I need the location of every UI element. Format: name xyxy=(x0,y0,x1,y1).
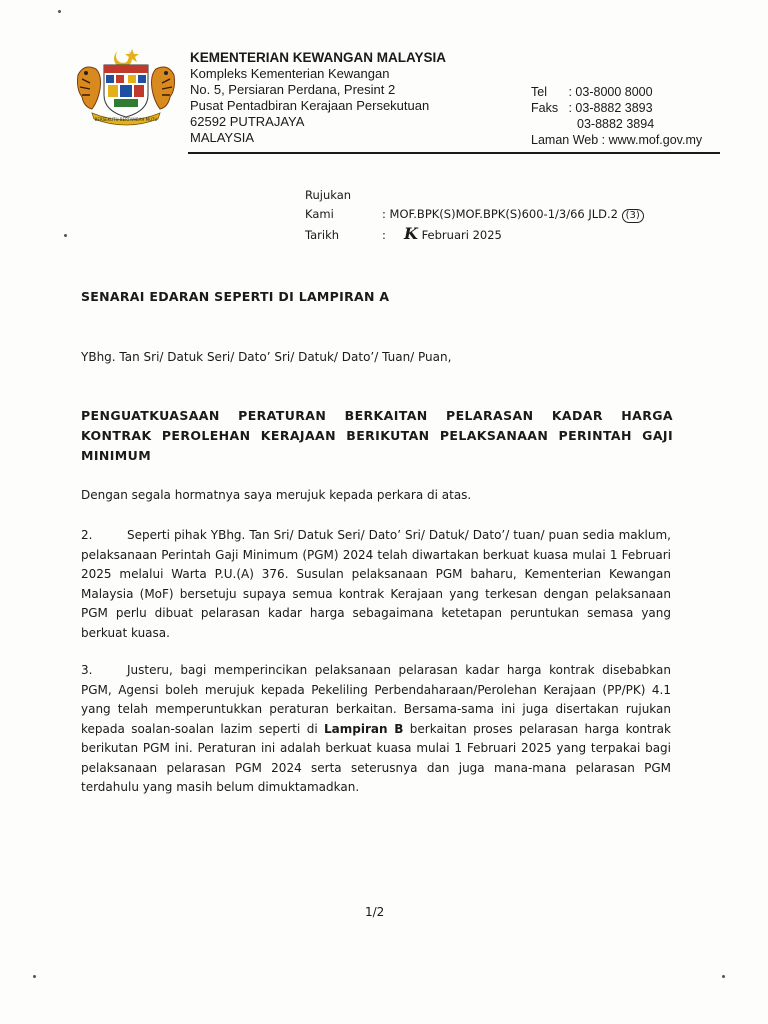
reference-row xyxy=(305,186,644,224)
contact-block xyxy=(531,84,702,148)
paragraph-text: Seperti pihak YBhg. Tan Sri/ Datuk Seri/ Dato’ Sri/ Datuk/ Dato’/ tuan/ puan sedia maklum, pelaksanaan Perintah Gaji Minimum (PGM) 2024 telah diwartakan berkuat kuasa mulai 1 Februari 2025 melalui Warta P.U.(A) 376. Susulan pelaksanaan PGM baharu, Kementerian Kewangan Malaysia (MoF) bersetuju supaya semua kontrak Kerajaan yang terkesan dengan pelaksanaan PGM perlu dibuat pelarasan kadar harga sebagaimana ketetapan peruntukan semasa yang berkuat kuasa. xyxy=(81,528,671,640)
scan-speck xyxy=(58,10,61,13)
svg-text:BERSEKUTU BERTAMBAH MUTU: BERSEKUTU BERTAMBAH MUTU xyxy=(94,117,158,122)
faks-label: Faks xyxy=(531,101,559,115)
address-line: 62592 PUTRAJAYA xyxy=(190,114,305,129)
coat-of-arms-logo xyxy=(70,45,182,127)
date-row xyxy=(305,224,644,245)
address-line: MALAYSIA xyxy=(190,130,255,145)
address-line: Kompleks Kementerian Kewangan xyxy=(190,66,390,81)
date-month-year: Februari 2025 xyxy=(421,228,502,242)
faks-value: : 03-8882 3893 xyxy=(568,101,653,115)
faks-row xyxy=(531,100,702,116)
date-colon: : xyxy=(382,228,386,242)
paragraph-text: Justeru, bagi memperincikan pelaksanaan pelarasan kadar harga kontrak disebabkan PGM, Agensi boleh merujuk kepada Pekeliling Perbendaharaan/Perolehan Kerajaan (PP/PK) 4.1 yang telah memperuntukkan peraturan berkaitan. Bersama-sama ini juga disertakan rujukan kepada soalan-soalan lazim seperti di xyxy=(81,663,671,736)
subject-title: PENGUATKUASAAN PERATURAN BERKAITAN PELARASAN KADAR HARGA KONTRAK PEROLEHAN KERAJAAN BERIKUTAN PELAKSANAAN PERINTAH GAJI MINIMUM xyxy=(81,408,673,463)
reference-block xyxy=(305,186,644,245)
paragraph-3 xyxy=(81,661,671,798)
scan-speck xyxy=(64,234,67,237)
paragraph-number: 3. xyxy=(81,663,93,677)
faks-value-2: 03-8882 3894 xyxy=(577,117,655,131)
tel-row xyxy=(531,84,702,100)
website: Laman Web : www.mof.gov.my xyxy=(531,133,703,147)
paragraph-2 xyxy=(81,526,671,643)
reference-value: : MOF.BPK(S)MOF.BPK(S)600-1/3/66 JLD.2 xyxy=(382,207,618,221)
distribution-heading: SENARAI EDARAN SEPERTI DI LAMPIRAN A xyxy=(81,289,390,304)
lampiran-b-reference: Lampiran B xyxy=(324,721,404,736)
org-address-block xyxy=(190,50,446,146)
date-handwritten-day: K xyxy=(404,224,418,243)
scan-speck xyxy=(722,975,725,978)
salutation: YBhg. Tan Sri/ Datuk Seri/ Dato’ Sri/ Datuk/ Dato’/ Tuan/ Puan, xyxy=(81,350,452,364)
org-name: KEMENTERIAN KEWANGAN MALAYSIA xyxy=(190,50,447,65)
reference-label: Rujukan Kami xyxy=(305,188,352,221)
letterhead-divider xyxy=(188,152,720,154)
page-number: 1/2 xyxy=(365,905,385,919)
tel-label: Tel xyxy=(531,85,547,99)
address-line: Pusat Pentadbiran Kerajaan Persekutuan xyxy=(190,98,430,113)
date-label: Tarikh xyxy=(305,228,340,242)
reference-handwritten-number: (3) xyxy=(622,209,644,223)
scan-speck xyxy=(33,975,36,978)
address-line: No. 5, Persiaran Perdana, Presint 2 xyxy=(190,82,396,97)
tel-value: : 03-8000 8000 xyxy=(568,85,653,99)
paragraph-number: 2. xyxy=(81,528,93,542)
paragraph-text-continued: berkaitan proses pelarasan harga kontrak berikutan PGM ini. Peraturan ini adalah berkuat kuasa mulai 1 Februari 2025 yang terpakai bagi pelaksanaan pelarasan PGM 2024 serta seterusnya dan juga mana-mana pelarasan PGM terdahulu yang masih belum dimuktamadkan. xyxy=(81,721,671,794)
paragraph-opening: Dengan segala hormatnya saya merujuk kepada perkara di atas. xyxy=(81,488,472,502)
